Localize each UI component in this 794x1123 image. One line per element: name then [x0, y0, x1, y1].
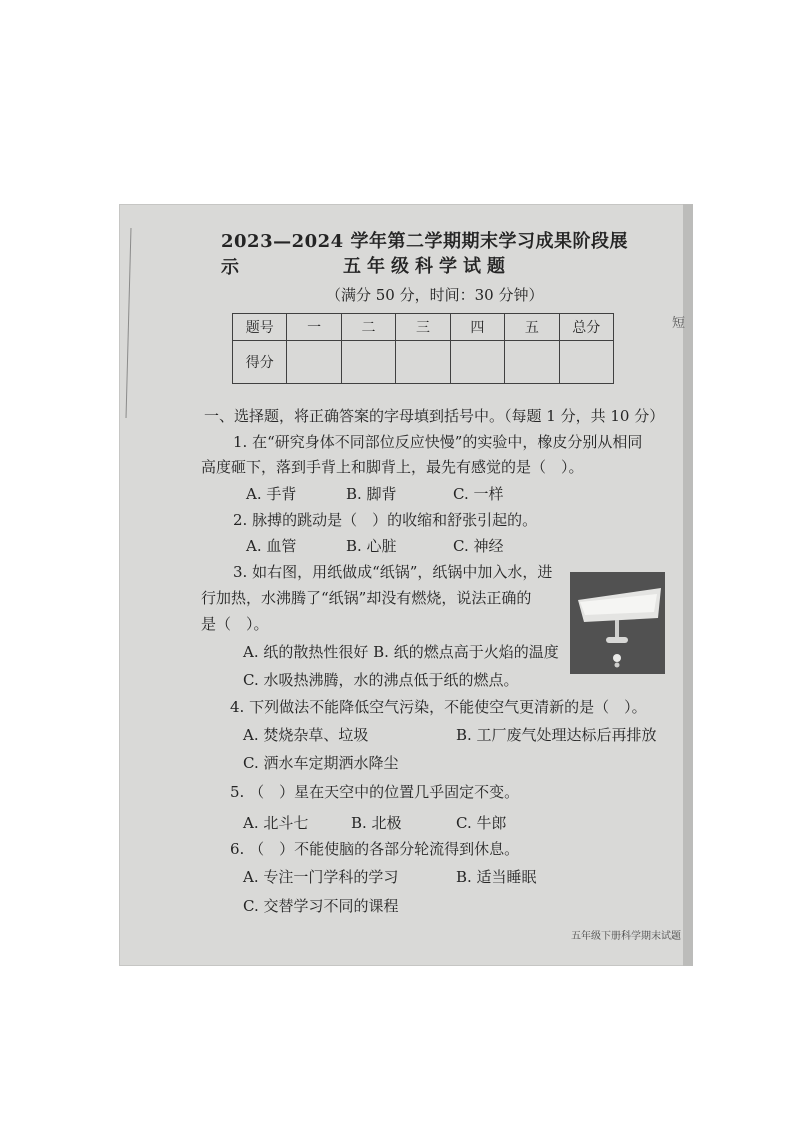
question-3-line-3: 是（ ）。: [201, 615, 269, 633]
question-2-line-1: 2. 脉搏的跳动是（ ）的收缩和舒张引起的。: [233, 511, 538, 529]
score-table-header-cell: 一: [287, 314, 341, 341]
score-table-header-row: [233, 314, 614, 341]
question-3-option-c: C. 水吸热沸腾，水的沸点低于纸的燃点。: [243, 671, 519, 689]
score-table-header-cell: 四: [450, 314, 504, 341]
section-heading: 一、选择题，将正确答案的字母填到括号中。（每题 1 分，共 10 分）: [204, 407, 665, 425]
score-table-header-cell: 五: [505, 314, 559, 341]
question-3-line-2: 行加热，水沸腾了“纸锅”却没有燃烧，说法正确的: [201, 589, 532, 607]
question-6-line-1: 6. （ ）不能使脑的各部分轮流得到休息。: [230, 840, 520, 858]
question-4-option-b: B. 工厂废气处理达标后再排放: [456, 726, 657, 744]
score-table-header-cell: 题号: [233, 314, 287, 341]
question-2-option-a: A. 血管: [246, 537, 297, 555]
right-edge-text: 短: [671, 316, 685, 331]
question-1-line-1: 1. 在“研究身体不同部位反应快慢”的实验中，橡皮分别从相同: [233, 433, 643, 451]
question-5-option-c: C. 牛郎: [456, 814, 507, 832]
fold-line: [126, 228, 132, 418]
score-cell[interactable]: [559, 341, 613, 384]
question-5-line-1: 5. （ ）星在天空中的位置几乎固定不变。: [230, 783, 520, 801]
question-4-line-1: 4. 下列做法不能降低空气污染，不能使空气更清新的是（ ）。: [230, 698, 647, 716]
score-table-header-cell: 二: [341, 314, 395, 341]
question-1-option-a: A. 手背: [246, 485, 297, 503]
page-footer: 五年级下册科学期末试题: [571, 931, 681, 942]
exam-info: （满分 50 分，时间：30 分钟）: [326, 286, 544, 304]
question-6-option-c: C. 交替学习不同的课程: [243, 897, 399, 915]
question-1-line-2: 高度砸下，落到手背上和脚背上，最先有感觉的是（ ）。: [201, 458, 584, 476]
score-cell[interactable]: [287, 341, 341, 384]
question-6-option-b: B. 适当睡眠: [456, 868, 537, 886]
score-row-label: 得分: [233, 341, 287, 384]
score-table-score-row: [233, 341, 614, 384]
score-table-header-cell: 三: [396, 314, 450, 341]
question-5-option-a: A. 北斗七: [243, 814, 309, 832]
question-6-option-a: A. 专注一门学科的学习: [243, 868, 399, 886]
question-3-options-ab: A. 纸的散热性很好 B. 纸的燃点高于火焰的温度: [243, 643, 559, 661]
question-4-option-a: A. 焚烧杂草、垃圾: [243, 726, 369, 744]
score-table: [232, 313, 614, 384]
exam-subtitle: 五年级科学试题: [343, 256, 511, 277]
exam-page: [119, 204, 693, 966]
score-cell[interactable]: [396, 341, 450, 384]
question-4-option-c: C. 洒水车定期洒水降尘: [243, 754, 399, 772]
paper-pot-photo: [570, 572, 665, 674]
score-table-header-cell: 总分: [559, 314, 613, 341]
question-2-option-c: C. 神经: [453, 537, 504, 555]
score-cell[interactable]: [450, 341, 504, 384]
score-cell[interactable]: [505, 341, 559, 384]
question-1-option-c: C. 一样: [453, 485, 504, 503]
question-3-line-1: 3. 如右图，用纸做成“纸锅”，纸锅中加入水，进: [233, 563, 553, 581]
question-1-option-b: B. 脚背: [346, 485, 397, 503]
score-cell[interactable]: [341, 341, 395, 384]
question-5-option-b: B. 北极: [351, 814, 402, 832]
exam-title: 2023—2024 学年第二学期期末学习成果阶段展示: [221, 231, 628, 278]
question-2-option-b: B. 心脏: [346, 537, 397, 555]
paper-pot-illustration: [570, 572, 665, 674]
